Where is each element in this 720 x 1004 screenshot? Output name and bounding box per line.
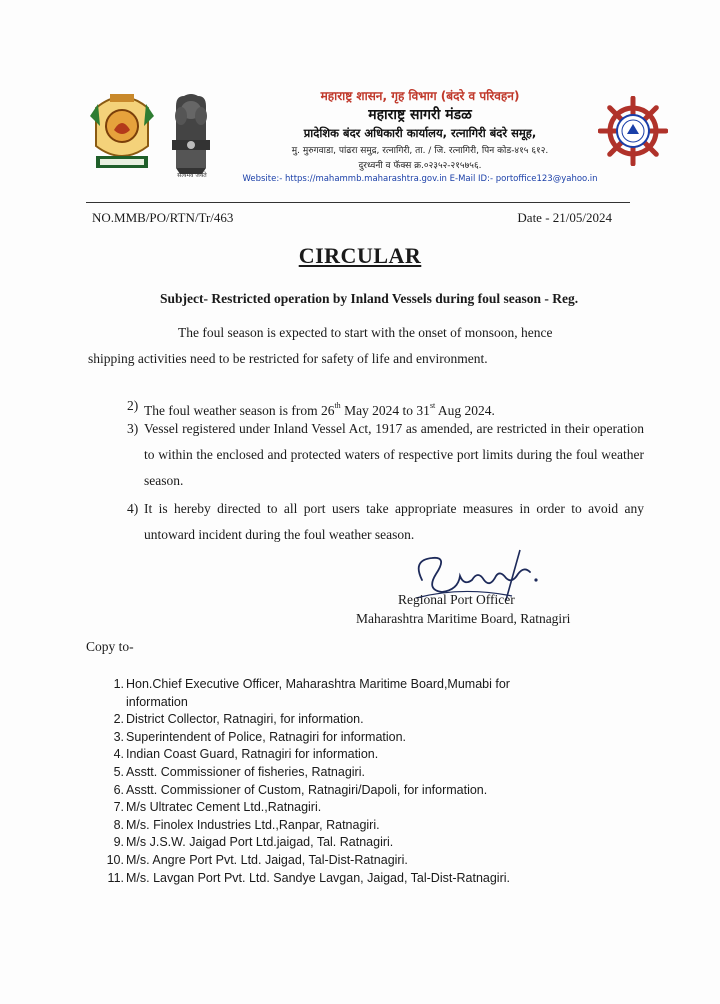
list-item: 2. District Collector, Ratnagiri, for information. xyxy=(113,712,364,727)
point-number: 4) xyxy=(127,501,139,516)
signatory-organization: Maharashtra Maritime Board, Ratnagiri xyxy=(356,611,571,626)
point-number: 2) xyxy=(127,398,139,413)
letterhead-contact-links[interactable]: Website:- https://mahammb.maharashtra.gov.in E-Mail ID:- portoffice123@yahoo.in xyxy=(242,174,598,184)
letterhead-government-line: महाराष्ट्र शासन, गृह विभाग (बंदरे व परिवहन) xyxy=(320,89,520,103)
emblem-motto: सत्यमेव जयते xyxy=(177,172,207,179)
letterhead-address: मु. मुरुगवाडा, पांढरा समुद्र, रत्नागिरी, ता. / जि. रत्नागिरी, पिन कोड-४१५ ६१२. xyxy=(291,146,549,156)
maharashtra-seal-icon xyxy=(86,86,158,178)
point-text: Vessel registered under Inland Vessel Act, 1917 as amended, are restricted in their operation to within the enclosed and protected waters of respective port limits during the foul weather season. xyxy=(144,421,644,488)
list-item: 7. M/s Ultratec Cement Ltd.,Ratnagiri. xyxy=(113,800,322,815)
subject-line: Subject- Restricted operation by Inland Vessels during foul season - Reg. xyxy=(160,291,579,306)
signatory-title: Regional Port Officer xyxy=(398,592,515,607)
letterhead-board-name: महाराष्ट्र सागरी मंडळ xyxy=(368,107,472,123)
list-item: 10. M/s. Angre Port Pvt. Ltd. Jaigad, Tal-Dist-Ratnagiri. xyxy=(106,852,408,867)
ship-wheel-logo-icon xyxy=(598,96,668,166)
page-title: CIRCULAR xyxy=(298,243,422,268)
point-text: It is hereby directed to all port users take appropriate measures in order to avoid any untoward incident during the foul weather season. xyxy=(144,501,644,542)
letterhead-office-name: प्रादेशिक बंदर अधिकारी कार्यालय, रत्नागिरी बंदरे समूह, xyxy=(303,126,537,140)
list-item: 3. Superintendent of Police, Ratnagiri for information. xyxy=(113,729,407,744)
list-item: 9. M/s J.S.W. Jaigad Port Ltd.jaigad, Tal. Ratnagiri. xyxy=(113,835,394,850)
list-item: 11. M/s. Lavgan Port Pvt. Ltd. Sandye Lavgan, Jaigad, Tal-Dist-Ratnagiri. xyxy=(107,870,510,885)
copy-to-heading: Copy to- xyxy=(86,639,134,654)
copy-to-list xyxy=(104,676,574,887)
point-item xyxy=(127,416,647,496)
circular-date: Date - 21/05/2024 xyxy=(517,210,612,225)
intro-paragraph-line2: shipping activities need to be restricted for safety of life and environment. xyxy=(88,351,488,366)
point-item xyxy=(127,496,647,550)
ashoka-emblem-icon xyxy=(162,92,220,178)
list-item: 6. Asstt. Commissioner of Custom, Ratnagiri/Dapoli, for information. xyxy=(113,782,488,797)
header-divider xyxy=(86,202,630,203)
list-item: 1. Hon.Chief Executive Officer, Maharashtra Maritime Board,Mumabi for information xyxy=(113,677,510,709)
point-text: The foul weather season is from 26th May 2024 to 31st Aug 2024. xyxy=(144,401,495,418)
point-number: 3) xyxy=(127,421,139,436)
list-item: 8. M/s. Finolex Industries Ltd.,Ranpar, Ratnagiri. xyxy=(113,817,380,832)
reference-number: NO.MMB/PO/RTN/Tr/463 xyxy=(92,210,234,225)
list-item: 4. Indian Coast Guard, Ratnagiri for information. xyxy=(113,747,379,762)
intro-paragraph-line1: The foul season is expected to start with the onset of monsoon, hence xyxy=(178,325,553,340)
list-item: 5. Asstt. Commissioner of fisheries, Ratnagiri. xyxy=(113,764,365,779)
letterhead-phone: दुरध्वनी व फॅक्स क्र.०२३५२-२१५७५६. xyxy=(358,161,482,171)
